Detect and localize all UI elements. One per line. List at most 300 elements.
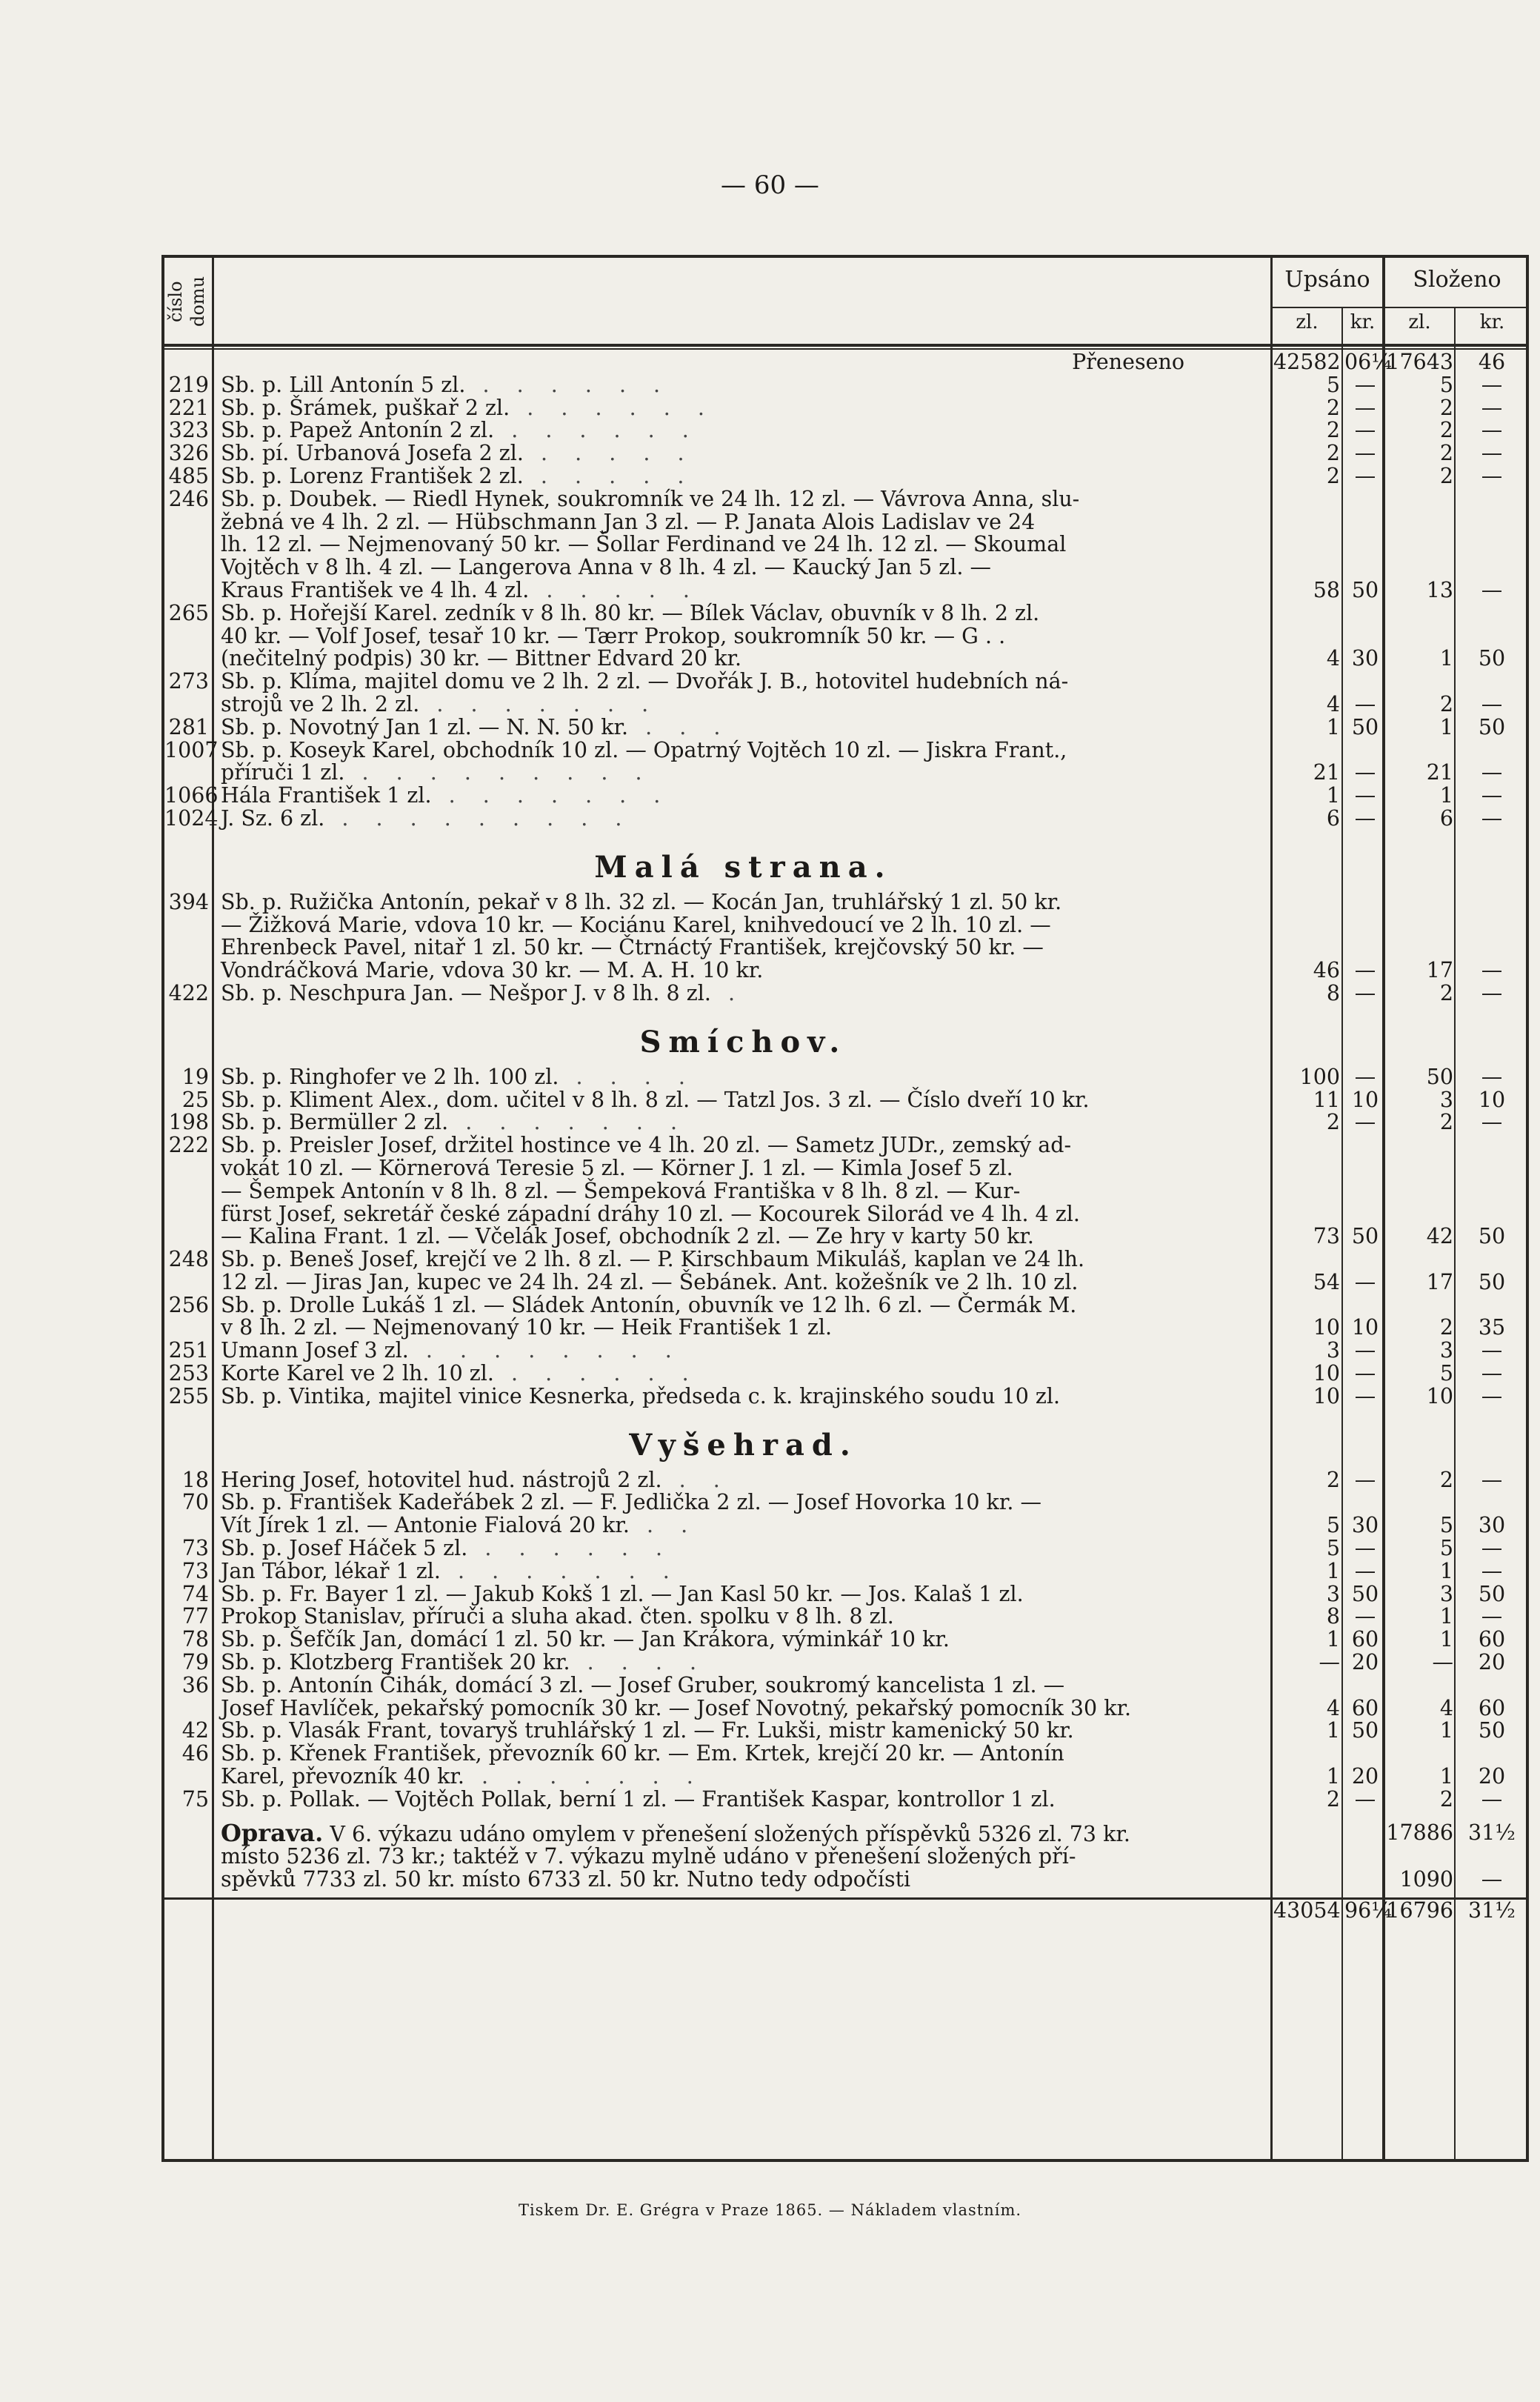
entry-line: Sb. p. Vintika, majitel vinice Kesnerka, předseda c. k. krajinského soudu 10 zl. bbox=[221, 1383, 1061, 1408]
paid-zl: 2 bbox=[1439, 691, 1453, 716]
pledged-kr: 10 bbox=[1351, 1087, 1379, 1112]
entry-text bbox=[212, 1491, 1273, 1537]
paid-kr: — bbox=[1481, 1338, 1503, 1363]
paid-kr: 31½ bbox=[1468, 1898, 1516, 1923]
pledged-zl: 2 bbox=[1326, 395, 1340, 420]
leader-dots: . . . . . . bbox=[467, 1536, 673, 1561]
subtotal-paid-kr: 31½ bbox=[1468, 1820, 1516, 1845]
entry-line: v 8 lh. 2 zl. — Nejmenovaný 10 kr. — Heik František 1 zl. bbox=[221, 1315, 833, 1340]
paid-kr: — bbox=[1481, 1604, 1503, 1629]
entry-line: Sb. p. Lill Antonín 5 zl. . . . . . . bbox=[221, 372, 671, 397]
paid-zl: 1 bbox=[1439, 714, 1453, 739]
entry-text bbox=[212, 1628, 1273, 1651]
leader-dots: . . . . . . . bbox=[419, 691, 659, 716]
entry-line: Sb. p. Šefčík Jan, domácí 1 zl. 50 kr. — Jan Krákora, výminkář 10 kr. bbox=[221, 1627, 950, 1652]
section-heading-row bbox=[164, 1408, 1526, 1469]
table-row bbox=[164, 1606, 1526, 1628]
section-heading-row bbox=[164, 831, 1526, 891]
pledged-zl: 1 bbox=[1326, 1764, 1340, 1789]
pledged-kr: — bbox=[1354, 395, 1376, 420]
kr-header-1: kr. bbox=[1350, 311, 1376, 333]
paid-zl: 4 bbox=[1439, 1695, 1453, 1720]
paid-zl: 2 bbox=[1439, 980, 1453, 1005]
table-row bbox=[164, 1066, 1526, 1089]
paid-kr: 50 bbox=[1478, 646, 1506, 671]
pledged-zl: 10 bbox=[1313, 1361, 1340, 1386]
entry-text bbox=[212, 488, 1273, 602]
section-heading-row bbox=[164, 1005, 1526, 1066]
table-row bbox=[164, 1560, 1526, 1583]
pledged-kr: — bbox=[1354, 1269, 1376, 1294]
paid-kr: — bbox=[1481, 577, 1503, 602]
house-number: 281 bbox=[168, 714, 209, 739]
entry-line: Sb. p. Pollak. — Vojtěch Pollak, berní 1 zl. — František Kaspar, kontrollor 1 zl. bbox=[221, 1786, 1056, 1812]
pledged-kr: 50 bbox=[1351, 1224, 1379, 1249]
pledged-zl: 3 bbox=[1326, 1338, 1340, 1363]
carry-row bbox=[164, 351, 1526, 374]
house-number: 75 bbox=[181, 1786, 209, 1812]
entry-text bbox=[212, 1089, 1273, 1112]
house-number: 198 bbox=[168, 1110, 209, 1135]
note-line bbox=[221, 1818, 1266, 1847]
entry-text bbox=[212, 1583, 1273, 1606]
pledged-kr: — bbox=[1354, 1558, 1376, 1583]
pledged-kr: — bbox=[1354, 691, 1376, 716]
pledged-zl: 8 bbox=[1326, 980, 1340, 1005]
house-number: 219 bbox=[168, 372, 209, 397]
paid-zl: 2 bbox=[1439, 418, 1453, 443]
pledged-kr: — bbox=[1354, 1786, 1376, 1812]
leader-dots: . bbox=[710, 980, 746, 1005]
leader-dots: . . . . bbox=[559, 1064, 696, 1089]
table-row bbox=[164, 1134, 1526, 1248]
entry-line: Sb. p. Antonín Čihák, domácí 3 zl. — Josef Gruber, soukromý kancelista 1 zl. — bbox=[221, 1672, 1065, 1697]
note-line: místo 5236 zl. 73 kr.; taktéž v 7. výkazu mylně udáno v přenešení složených pří- bbox=[221, 1844, 1076, 1869]
pledged-kr: — bbox=[1354, 1110, 1376, 1135]
pledged-zl: 8 bbox=[1326, 1604, 1340, 1629]
pledged-kr: — bbox=[1354, 1383, 1376, 1408]
paid-zl: 21 bbox=[1426, 760, 1453, 785]
entry-text bbox=[212, 1248, 1273, 1294]
table-row bbox=[164, 739, 1526, 785]
house-number: 42 bbox=[181, 1718, 209, 1743]
entry-line: vokát 10 zl. — Körnerová Teresie 5 zl. — Körner J. 1 zl. — Kimla Josef 5 zl. bbox=[221, 1155, 1013, 1180]
note-title: Oprava. bbox=[221, 1818, 324, 1847]
paid-kr: — bbox=[1481, 418, 1503, 443]
table-row bbox=[164, 1491, 1526, 1537]
pledged-kr: 60 bbox=[1351, 1627, 1379, 1652]
table-body bbox=[164, 351, 1526, 1923]
pledged-zl: 2 bbox=[1326, 441, 1340, 466]
paid-zl: 13 bbox=[1426, 577, 1453, 602]
pledged-kr: — bbox=[1354, 1604, 1376, 1629]
entry-line: Sb. p. Koseyk Karel, obchodník 10 zl. — Opatrný Vojtěch 10 zl. — Jiskra Frant., bbox=[221, 737, 1067, 762]
house-number: 273 bbox=[168, 669, 209, 694]
entry-text bbox=[212, 1606, 1273, 1628]
house-number: 79 bbox=[181, 1650, 209, 1675]
house-number: 422 bbox=[168, 980, 209, 1005]
paid-kr: — bbox=[1481, 1361, 1503, 1386]
table-row bbox=[164, 1089, 1526, 1112]
house-number: 222 bbox=[168, 1133, 209, 1158]
paid-kr: — bbox=[1481, 783, 1503, 808]
entry-text bbox=[212, 891, 1273, 982]
pledged-kr: 50 bbox=[1351, 577, 1379, 602]
pledged-zl: 2 bbox=[1326, 463, 1340, 488]
paid-kr: — bbox=[1481, 1536, 1503, 1561]
entry-line: Josef Havlíček, pekařský pomocník 30 kr. — Josef Novotný, pekařský pomocník 30 kr. bbox=[221, 1695, 1132, 1720]
entry-line: — Šempek Antonín v 8 lh. 8 zl. — Šempeková Františka v 8 lh. 8 zl. — Kur- bbox=[221, 1178, 1021, 1203]
paid-kr: — bbox=[1481, 958, 1503, 983]
paid-kr bbox=[1458, 1822, 1526, 1892]
entry-line: fürst Josef, sekretář české západní dráhy 10 zl. — Kocourek Silorád ve 4 lh. 4 zl. bbox=[221, 1201, 1080, 1226]
entry-line: Sb. p. Ringhofer ve 2 lh. 100 zl. . . . . bbox=[221, 1064, 696, 1089]
subtotal-paid-zl: 17886 bbox=[1386, 1820, 1453, 1845]
pledged-zl: 5 bbox=[1326, 1513, 1340, 1538]
entry-line: Sb. p. Josef Háček 5 zl. . . . . . . bbox=[221, 1536, 673, 1561]
paid-kr: 50 bbox=[1478, 1718, 1506, 1743]
pledged-zl: 2 bbox=[1326, 1786, 1340, 1812]
entry-line: Sb. p. Klotzberg František 20 kr. . . . . bbox=[221, 1650, 707, 1675]
paid-zl: 5 bbox=[1439, 1536, 1453, 1561]
entry-line: žebná ve 4 lh. 2 zl. — Hübschmann Jan 3 zl. — P. Janata Alois Ladislav ve 24 bbox=[221, 509, 1036, 534]
pledged-kr: — bbox=[1354, 783, 1376, 808]
table-row bbox=[164, 374, 1526, 397]
pledged-zl: 1 bbox=[1326, 1627, 1340, 1652]
table-row bbox=[164, 1583, 1526, 1606]
entry-line: — Žižková Marie, vdova 10 kr. — Kociánu Karel, knihvedoucí ve 2 lh. 10 zl. — bbox=[221, 912, 1051, 937]
entry-line: Prokop Stanislav, příruči a sluha akad. čten. spolku v 8 lh. 8 zl. bbox=[221, 1604, 894, 1629]
house-number: 251 bbox=[168, 1338, 209, 1363]
house-number: 77 bbox=[181, 1604, 209, 1629]
entry-text bbox=[212, 739, 1273, 785]
table-row bbox=[164, 1340, 1526, 1363]
paid-kr: — bbox=[1481, 441, 1503, 466]
table-row bbox=[164, 1720, 1526, 1743]
pledged-kr: 96¼ bbox=[1344, 1898, 1392, 1923]
paid-zl: 2 bbox=[1439, 1467, 1453, 1492]
entry-line: Sb. p. Kliment Alex., dom. učitel v 8 lh. 8 zl. — Tatzl Jos. 3 zl. — Číslo dveří 10 kr. bbox=[221, 1087, 1090, 1112]
leader-dots: . . . . . bbox=[523, 441, 695, 466]
paid-zl: 2 bbox=[1439, 441, 1453, 466]
entry-line: 40 kr. — Volf Josef, tesař 10 kr. — Tærr Prokop, soukromník 50 kr. — G . . bbox=[221, 623, 1006, 648]
house-number: 73 bbox=[181, 1558, 209, 1583]
entry-text bbox=[212, 1469, 1273, 1492]
leader-dots: . . . . . . . bbox=[448, 1110, 688, 1135]
leader-dots: . . . . bbox=[570, 1650, 707, 1675]
pledged-zl: 10 bbox=[1313, 1315, 1340, 1340]
entry-text bbox=[212, 374, 1273, 397]
leader-dots: . . . . . . . . bbox=[408, 1338, 682, 1363]
section-title: Smíchov. bbox=[639, 1024, 847, 1059]
paid-kr: 50 bbox=[1478, 714, 1506, 739]
entry-line: Ehrenbeck Pavel, nitař 1 zl. 50 kr. — Čtrnáctý František, krejčovský 50 kr. — bbox=[221, 935, 1044, 960]
pledged-zl: 1 bbox=[1326, 1558, 1340, 1583]
table-row bbox=[164, 1743, 1526, 1789]
paid-zl: 16796 bbox=[1386, 1898, 1453, 1923]
paid-kr: 10 bbox=[1478, 1087, 1506, 1112]
house-number: 36 bbox=[181, 1672, 209, 1697]
paid-kr: — bbox=[1481, 1110, 1503, 1135]
pledged-zl: 3 bbox=[1326, 1581, 1340, 1606]
entry-line: Sb. p. Doubek. — Riedl Hynek, soukromník ve 24 lh. 12 zl. — Vávrova Anna, slu- bbox=[221, 486, 1080, 511]
paid-zl bbox=[1386, 1822, 1458, 1892]
paid-zl: 1 bbox=[1439, 1718, 1453, 1743]
leader-dots: . . . . . . . bbox=[440, 1558, 680, 1583]
leader-dots: . . . . . bbox=[523, 463, 695, 488]
paid-kr: — bbox=[1481, 1467, 1503, 1492]
paid-zl: 2 bbox=[1439, 463, 1453, 488]
entry-line: Sb. p. Papež Antonín 2 zl. . . . . . . bbox=[221, 418, 699, 443]
house-number: 73 bbox=[181, 1536, 209, 1561]
entry-line: Sb. p. Bermüller 2 zl. . . . . . . . bbox=[221, 1110, 688, 1135]
paid-zl: 1 bbox=[1439, 1604, 1453, 1629]
house-number: 18 bbox=[181, 1467, 209, 1492]
pledged-zl: 21 bbox=[1313, 760, 1340, 785]
house-number: 248 bbox=[168, 1247, 209, 1272]
pledged-zl: 4 bbox=[1326, 691, 1340, 716]
entry-line: Sb. p. Fr. Bayer 1 zl. — Jakub Kokš 1 zl. — Jan Kasl 50 kr. — Jos. Kalaš 1 zl. bbox=[221, 1581, 1024, 1606]
paid-kr: 50 bbox=[1478, 1269, 1506, 1294]
table-row bbox=[164, 891, 1526, 982]
entry-line: Sb. p. Hořejší Karel. zedník v 8 lh. 80 kr. — Bílek Václav, obuvník v 8 lh. 2 zl. bbox=[221, 600, 1040, 625]
leader-dots: . . . . . . . bbox=[464, 1764, 704, 1789]
paid-zl: 17 bbox=[1426, 1269, 1453, 1294]
house-number: 25 bbox=[181, 1087, 209, 1112]
paid-zl: 2 bbox=[1439, 1315, 1453, 1340]
pledged-kr: — bbox=[1354, 760, 1376, 785]
leader-dots: . . . . . . . . . bbox=[324, 805, 633, 831]
house-number: 78 bbox=[181, 1627, 209, 1652]
leader-dots: . . . . . . bbox=[510, 395, 715, 420]
pledged-zl: 4 bbox=[1326, 1695, 1340, 1720]
table-row bbox=[164, 805, 1526, 831]
zl-header-2: zl. bbox=[1408, 311, 1431, 333]
entry-line: Vondráčková Marie, vdova 30 kr. — M. A. H. 10 kr. bbox=[221, 958, 764, 983]
house-number: 70 bbox=[181, 1490, 209, 1515]
house-number: 74 bbox=[181, 1581, 209, 1606]
paid-zl: 10 bbox=[1426, 1383, 1453, 1408]
table-row bbox=[164, 488, 1526, 602]
entry-line: 12 zl. — Jiras Jan, kupec ve 24 lh. 24 zl. — Šebánek. Ant. kožešník ve 2 lh. 10 zl. bbox=[221, 1269, 1079, 1294]
paid-zl: 5 bbox=[1439, 1513, 1453, 1538]
pledged-zl: 100 bbox=[1299, 1064, 1340, 1089]
paid-zl: 3 bbox=[1439, 1581, 1453, 1606]
subheader-rule bbox=[1270, 307, 1529, 308]
paid-kr: 60 bbox=[1478, 1627, 1506, 1652]
entry-text bbox=[212, 716, 1273, 739]
col-paid-header: Složeno bbox=[1413, 267, 1501, 293]
entry-line: Sb. p. Ružička Antonín, pekař v 8 lh. 32 zl. — Kocán Jan, truhlářský 1 zl. 50 kr. bbox=[221, 889, 1062, 914]
pledged-zl: — bbox=[1319, 1650, 1340, 1675]
entry-line: Vojtěch v 8 lh. 4 zl. — Langerova Anna v 8 lh. 4 zl. — Kaucký Jan 5 zl. — bbox=[221, 555, 991, 580]
pledged-zl: 10 bbox=[1313, 1383, 1340, 1408]
kr-header-2: kr. bbox=[1479, 311, 1505, 333]
paid-kr: — bbox=[1481, 760, 1503, 785]
leader-dots: . . . . . . . . . bbox=[344, 760, 653, 785]
paid-zl: 5 bbox=[1439, 1361, 1453, 1386]
house-number: 485 bbox=[168, 463, 209, 488]
entry-line: Sb. p. Klíma, majitel domu ve 2 lh. 2 zl. — Dvořák J. B., hotovitel hudebních ná- bbox=[221, 669, 1069, 694]
paid-kr: 46 bbox=[1478, 350, 1506, 374]
pledged-kr: — bbox=[1354, 805, 1376, 831]
pledged-kr: 60 bbox=[1351, 1695, 1379, 1720]
entry-text bbox=[212, 1385, 1273, 1408]
pledged-zl: 11 bbox=[1313, 1087, 1340, 1112]
house-number: 394 bbox=[168, 889, 209, 914]
paid-kr: — bbox=[1481, 1786, 1503, 1812]
paid-kr: — bbox=[1481, 691, 1503, 716]
deduct-paid-zl: 1090 bbox=[1399, 1867, 1453, 1892]
entry-line: Umann Josef 3 zl. . . . . . . . . bbox=[221, 1338, 682, 1363]
entry-line: J. Sz. 6 zl. . . . . . . . . . bbox=[221, 805, 633, 831]
entry-line: Korte Karel ve 2 lh. 10 zl. . . . . . . bbox=[221, 1361, 699, 1386]
leader-dots: . . bbox=[661, 1467, 730, 1492]
table-row bbox=[164, 419, 1526, 442]
table-row bbox=[164, 1628, 1526, 1651]
table-row bbox=[164, 1674, 1526, 1720]
house-number: 253 bbox=[168, 1361, 209, 1386]
entry-line: (nečitelný podpis) 30 kr. — Bittner Edvard 20 kr. bbox=[221, 646, 742, 671]
entry-text bbox=[212, 1786, 1273, 1812]
entry-text bbox=[212, 1111, 1273, 1134]
entry-line: strojů ve 2 lh. 2 zl. . . . . . . . bbox=[221, 691, 659, 716]
pledged-kr: — bbox=[1354, 1338, 1376, 1363]
entry-line: — Kalina Frant. 1 zl. — Včelák Josef, obchodník 2 zl. — Ze hry v karty 50 kr. bbox=[221, 1224, 1034, 1249]
pledged-kr: — bbox=[1354, 980, 1376, 1005]
header-rule bbox=[161, 344, 1529, 347]
pledged-kr: 10 bbox=[1351, 1315, 1379, 1340]
pledged-zl: 73 bbox=[1313, 1224, 1340, 1249]
leader-dots: . . . . . . bbox=[494, 418, 699, 443]
house-number: 256 bbox=[168, 1292, 209, 1317]
table-row bbox=[164, 716, 1526, 739]
entry-line: Sb. p. Šrámek, puškař 2 zl. . . . . . . bbox=[221, 395, 715, 420]
pledged-zl bbox=[1273, 1822, 1344, 1892]
paid-zl: 42 bbox=[1426, 1224, 1453, 1249]
entry-line: Sb. p. Vlasák Frant, tovaryš truhlářský 1 zl. — Fr. Lukši, mistr kamenický 50 kr. bbox=[221, 1718, 1074, 1743]
paid-zl: 1 bbox=[1439, 1764, 1453, 1789]
table-row bbox=[164, 1363, 1526, 1385]
paid-zl: 6 bbox=[1439, 805, 1453, 831]
entry-text bbox=[212, 397, 1273, 420]
pledged-kr: 50 bbox=[1351, 1718, 1379, 1743]
pledged-zl: 58 bbox=[1313, 577, 1340, 602]
table-row bbox=[164, 465, 1526, 488]
pledged-kr: 30 bbox=[1351, 646, 1379, 671]
table-row bbox=[164, 982, 1526, 1005]
paid-kr: 35 bbox=[1478, 1315, 1506, 1340]
section-title: Malá strana. bbox=[594, 849, 893, 885]
pledged-kr: — bbox=[1354, 463, 1376, 488]
entry-text bbox=[212, 442, 1273, 465]
entry-line: Sb. p. Preisler Josef, držitel hostince ve 4 lh. 20 zl. — Sametz JUDr., zemský ad- bbox=[221, 1133, 1072, 1158]
entry-text bbox=[212, 1134, 1273, 1248]
table-row bbox=[164, 1786, 1526, 1812]
paid-zl: 2 bbox=[1439, 1110, 1453, 1135]
entry-text bbox=[212, 1363, 1273, 1385]
paid-zl: 2 bbox=[1439, 395, 1453, 420]
house-number: 19 bbox=[181, 1064, 209, 1089]
paid-zl: 1 bbox=[1439, 1558, 1453, 1583]
note-text bbox=[212, 1818, 1273, 1892]
table-row bbox=[164, 1469, 1526, 1492]
paid-zl: 1 bbox=[1439, 783, 1453, 808]
entry-text bbox=[212, 1560, 1273, 1583]
note-row bbox=[164, 1818, 1526, 1892]
paid-zl: 17643 bbox=[1386, 350, 1453, 374]
paid-zl: 1 bbox=[1439, 646, 1453, 671]
entry-line: Sb. p. Lorenz František 2 zl. . . . . . bbox=[221, 463, 695, 488]
pledged-zl: 1 bbox=[1326, 1718, 1340, 1743]
house-number: 1066 bbox=[164, 783, 219, 808]
pledged-zl: 2 bbox=[1326, 1467, 1340, 1492]
pledged-kr: — bbox=[1354, 1536, 1376, 1561]
paid-zl: 3 bbox=[1439, 1338, 1453, 1363]
deduct-paid-kr: — bbox=[1481, 1867, 1503, 1892]
pledged-zl: 4 bbox=[1326, 646, 1340, 671]
entry-line: Karel, převozník 40 kr. . . . . . . . bbox=[221, 1764, 704, 1789]
entry-line: Kraus František ve 4 lh. 4 zl. . . . . . bbox=[221, 577, 700, 602]
entry-line: Sb. p. Neschpura Jan. — Nešpor J. v 8 lh. 8 zl. . bbox=[221, 980, 746, 1005]
house-number: 246 bbox=[168, 486, 209, 511]
note-line-0: V 6. výkazu udáno omylem v přenešení složených příspěvků 5326 zl. 73 kr. bbox=[323, 1821, 1130, 1846]
paid-kr: — bbox=[1481, 805, 1503, 831]
pledged-zl: 42582 bbox=[1273, 350, 1341, 374]
pledged-kr: — bbox=[1354, 441, 1376, 466]
pledged-kr: 30 bbox=[1351, 1513, 1379, 1538]
house-number: 265 bbox=[168, 600, 209, 625]
pledged-kr: — bbox=[1354, 1467, 1376, 1492]
paid-kr: — bbox=[1481, 372, 1503, 397]
table-row bbox=[164, 1294, 1526, 1340]
pledged-zl: 46 bbox=[1313, 958, 1340, 983]
pledged-kr bbox=[1344, 1822, 1386, 1892]
entry-text bbox=[212, 982, 1273, 1005]
zl-header-1: zl. bbox=[1296, 311, 1319, 333]
pledged-zl: 5 bbox=[1326, 372, 1340, 397]
pledged-kr: 50 bbox=[1351, 1581, 1379, 1606]
paid-kr: 50 bbox=[1478, 1224, 1506, 1249]
leader-dots: . . . . . . bbox=[493, 1361, 699, 1386]
pledged-kr: — bbox=[1354, 418, 1376, 443]
house-number: 1024 bbox=[164, 805, 219, 831]
pledged-zl: 1 bbox=[1326, 714, 1340, 739]
paid-zl: 17 bbox=[1426, 958, 1453, 983]
pledged-kr: 20 bbox=[1351, 1650, 1379, 1675]
entry-text bbox=[212, 671, 1273, 716]
house-number: 255 bbox=[168, 1383, 209, 1408]
pledged-zl: 43054 bbox=[1273, 1898, 1341, 1923]
entry-text bbox=[212, 785, 1273, 808]
leader-dots: . . . . . . bbox=[465, 372, 671, 397]
table-row bbox=[164, 671, 1526, 716]
pledged-zl: 1 bbox=[1326, 783, 1340, 808]
entry-text bbox=[212, 1340, 1273, 1363]
pledged-zl: 5 bbox=[1326, 1536, 1340, 1561]
pledged-kr: — bbox=[1354, 372, 1376, 397]
house-number: 326 bbox=[168, 441, 209, 466]
house-number: 1007 bbox=[164, 737, 219, 762]
totals-row bbox=[164, 1897, 1526, 1923]
entry-line: Sb. p. Křenek František, převozník 60 kr. — Em. Krtek, krejčí 20 kr. — Antonín bbox=[221, 1741, 1064, 1766]
table-row bbox=[164, 785, 1526, 808]
paid-kr: — bbox=[1481, 395, 1503, 420]
paid-kr: — bbox=[1481, 463, 1503, 488]
table-row bbox=[164, 1248, 1526, 1294]
entry-text bbox=[212, 419, 1273, 442]
entry-line: Sb. p. Beneš Josef, krejčí ve 2 lh. 8 zl. — P. Kirschbaum Mikuláš, kaplan ve 24 lh. bbox=[221, 1247, 1085, 1272]
